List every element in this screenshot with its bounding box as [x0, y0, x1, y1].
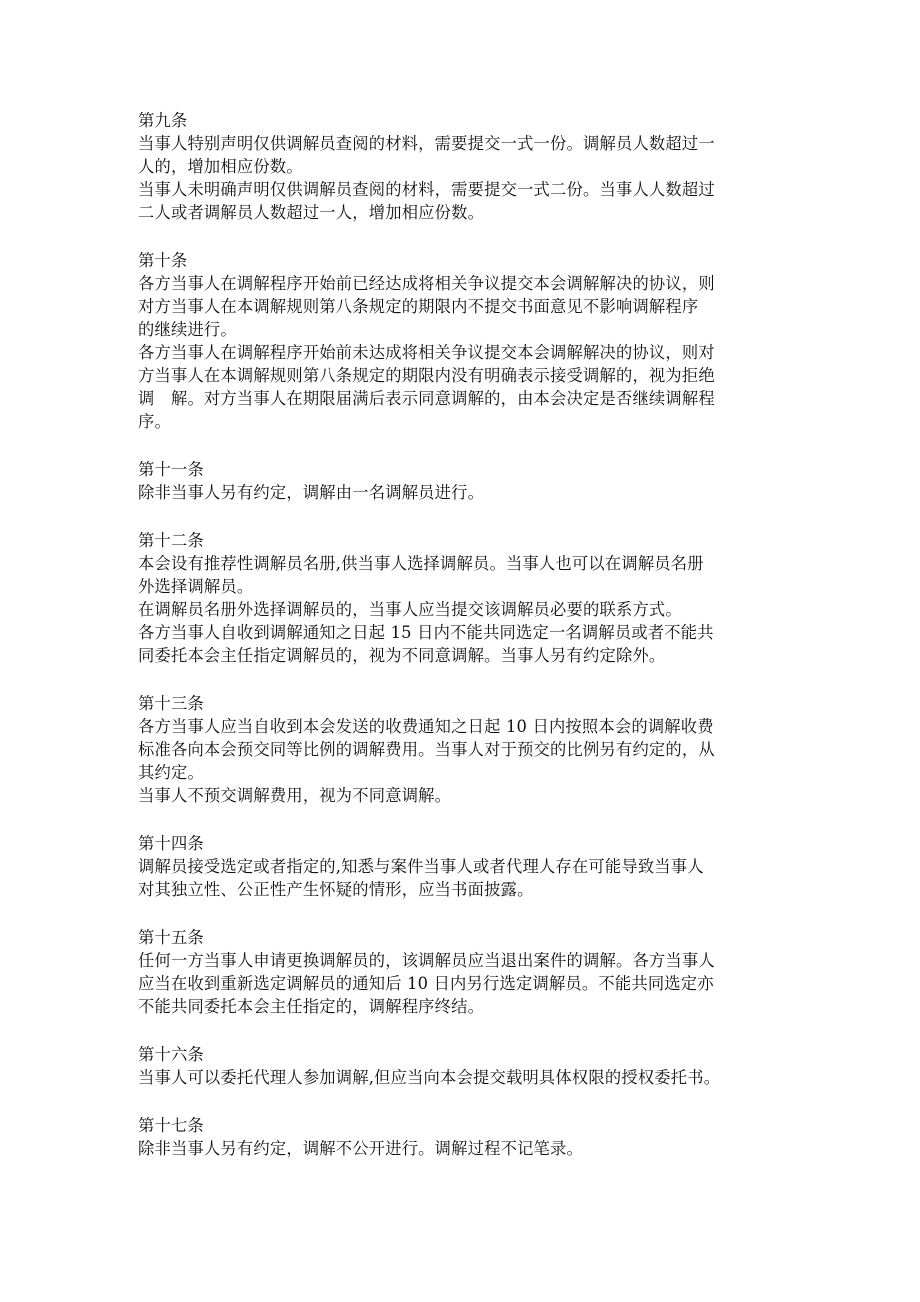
article-heading: 第十二条 — [138, 531, 204, 550]
article-line: 当事人不预交调解费用，视为不同意调解。 — [138, 786, 452, 805]
article-line: 当事人可以委托代理人参加调解,但应当向本会提交载明具体权限的授权委托书。 — [138, 1068, 721, 1087]
article-line: 除非当事人另有约定，调解由一名调解员进行。 — [138, 483, 485, 502]
article-line: 调解员接受选定或者指定的,知悉与案件当事人或者代理人存在可能导致当事人 — [138, 857, 704, 876]
article-13 — [138, 692, 794, 807]
article-line: 方当事人在本调解规则第八条规定的期限内没有明确表示接受调解的，视为拒绝 — [138, 366, 715, 385]
article-line: 标准各向本会预交同等比例的调解费用。当事人对于预交的比例另有约定的，从 — [138, 740, 715, 759]
article-line: 同委托本会主任指定调解员的，视为不同意调解。当事人另有约定除外。 — [138, 646, 666, 665]
article-10 — [138, 249, 794, 433]
article-14 — [138, 832, 794, 901]
article-line: 序。 — [138, 412, 171, 431]
article-12 — [138, 529, 794, 667]
article-line: 任何一方当事人申请更换调解员的，该调解员应当退出案件的调解。各方当事人 — [138, 951, 715, 970]
article-heading: 第十三条 — [138, 694, 204, 713]
article-line: 应当在收到重新选定调解员的通知后 10 日内另行选定调解员。不能共同选定亦 — [138, 974, 714, 993]
document-page — [138, 109, 794, 1185]
article-heading: 第十六条 — [138, 1045, 204, 1064]
article-line: 在调解员名册外选择调解员的，当事人应当提交该调解员必要的联系方式。 — [138, 600, 682, 619]
article-line: 不能共同委托本会主任指定的，调解程序终结。 — [138, 997, 485, 1016]
article-line: 各方当事人在调解程序开始前未达成将相关争议提交本会调解解决的协议，则对 — [138, 343, 715, 362]
article-line: 人的，增加相应份数。 — [138, 157, 303, 176]
article-line: 二人或者调解员人数超过一人，增加相应份数。 — [138, 203, 485, 222]
article-line: 当事人特别声明仅供调解员查阅的材料，需要提交一式一份。调解员人数超过一 — [138, 134, 715, 153]
article-heading: 第十条 — [138, 251, 188, 270]
article-heading: 第十四条 — [138, 834, 204, 853]
article-line: 各方当事人应当自收到本会发送的收费通知之日起 10 日内按照本会的调解收费 — [138, 717, 714, 736]
article-heading: 第十一条 — [138, 460, 204, 479]
article-11 — [138, 458, 794, 504]
article-line: 除非当事人另有约定，调解不公开进行。调解过程不记笔录。 — [138, 1139, 583, 1158]
article-heading: 第九条 — [138, 111, 188, 130]
article-line: 各方当事人自收到调解通知之日起 15 日内不能共同选定一名调解员或者不能共 — [138, 623, 714, 642]
article-line: 对其独立性、公正性产生怀疑的情形，应当书面披露。 — [138, 880, 534, 899]
article-17 — [138, 1114, 794, 1160]
article-line: 对方当事人在本调解规则第八条规定的期限内不提交书面意见不影响调解程序 — [138, 297, 699, 316]
article-line: 各方当事人在调解程序开始前已经达成将相关争议提交本会调解解决的协议，则 — [138, 274, 715, 293]
article-heading: 第十七条 — [138, 1116, 204, 1135]
article-line: 本会设有推荐性调解员名册,供当事人选择调解员。当事人也可以在调解员名册 — [138, 554, 704, 573]
article-line: 调 解。对方当事人在期限届满后表示同意调解的，由本会决定是否继续调解程 — [138, 389, 715, 408]
article-15 — [138, 926, 794, 1018]
article-line: 的继续进行。 — [138, 320, 237, 339]
article-line: 当事人未明确声明仅供调解员查阅的材料，需要提交一式二份。当事人人数超过 — [138, 180, 715, 199]
article-line: 其约定。 — [138, 763, 204, 782]
article-16 — [138, 1043, 794, 1089]
article-heading: 第十五条 — [138, 928, 204, 947]
article-9 — [138, 109, 794, 224]
article-line: 外选择调解员。 — [138, 577, 254, 596]
